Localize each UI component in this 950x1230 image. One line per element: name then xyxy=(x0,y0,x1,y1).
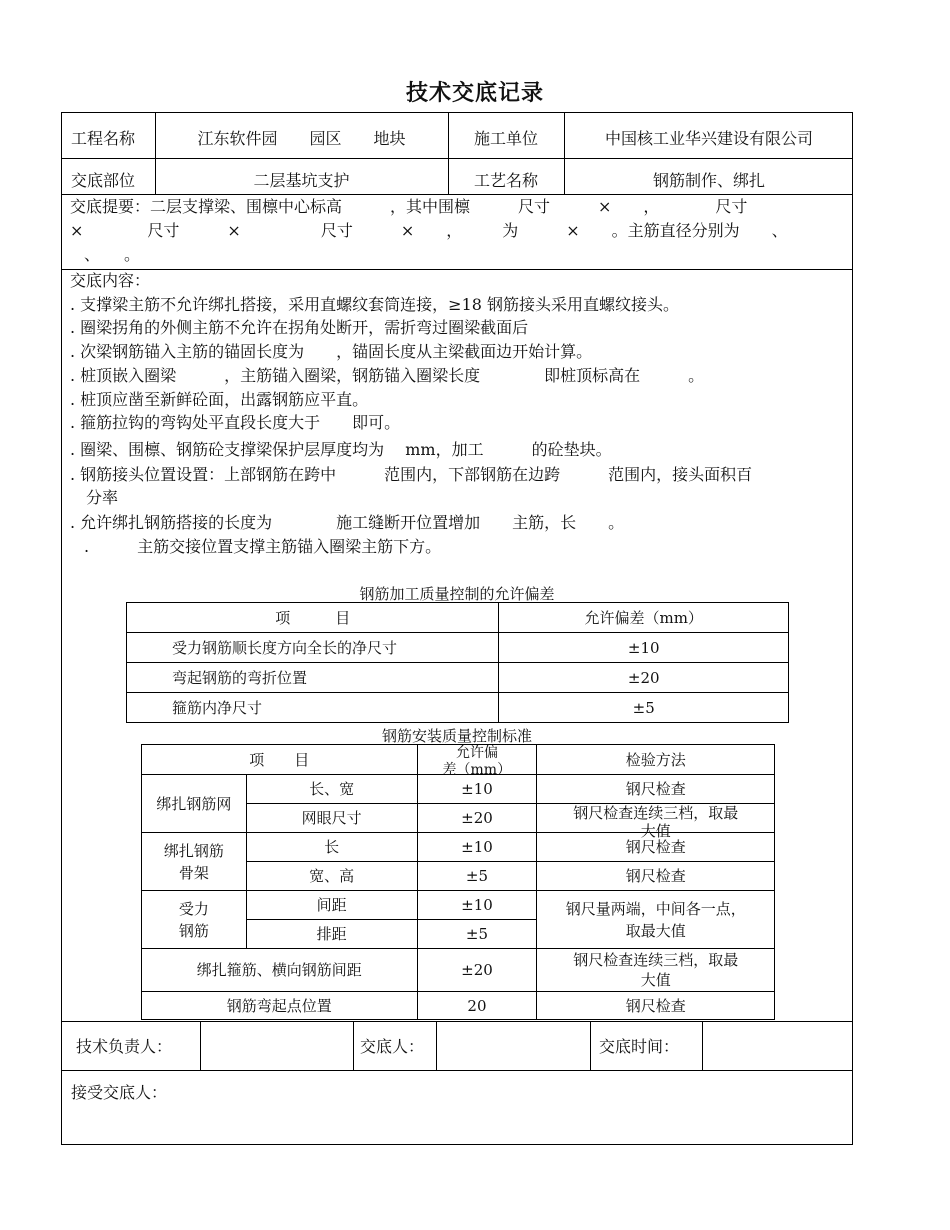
table2-item: 钢筋弯起点位置 xyxy=(142,992,418,1020)
table-row xyxy=(142,775,775,804)
table-row xyxy=(142,992,775,1020)
page-title: 技术交底记录 xyxy=(405,81,544,106)
table1-item: 弯起钢筋的弯折位置 xyxy=(127,663,499,693)
table2-group-frame xyxy=(142,833,247,891)
table2-group-frame-line: 骨架 xyxy=(178,863,209,882)
discloser-label: 交底人： xyxy=(360,1037,425,1056)
table2-caption: 钢筋安装质量控制标准 xyxy=(381,727,532,745)
table2-col-dev xyxy=(417,745,537,778)
table2-sub: 长、宽 xyxy=(246,775,417,804)
process-label: 工艺名称 xyxy=(473,171,538,190)
table2-method-line: 钢尺检查连续三档，取最 xyxy=(573,804,739,822)
table2-group-rebar-line: 钢筋 xyxy=(178,921,209,940)
table2-method-line: 取最大值 xyxy=(625,921,686,940)
table1-item: 箍筋内净尺寸 xyxy=(127,693,499,723)
table2-col-dev-line2: 差（mm） xyxy=(442,762,512,778)
table2-dev: 20 xyxy=(417,992,537,1020)
table2-group-rebar xyxy=(142,891,247,949)
content-item: . 箍筋拉钩的弯钩处平直段长度大于 即可。 xyxy=(70,413,401,432)
tech-lead-label: 技术负责人： xyxy=(76,1037,173,1056)
content-item: . 圈梁、围檩、钢筋砼支撑梁保护层厚度均为 mm，加工 的砼垫块。 xyxy=(70,440,612,459)
table2-dev: ±10 xyxy=(417,775,537,804)
table2-dev: ±10 xyxy=(417,891,537,920)
summary-line: 交底提要：二层支撑梁、围檩中心标高 ，其中围檩 尺寸 × ， 尺寸 xyxy=(70,197,748,216)
table2-method-line: 钢尺量两端，中间各一点， xyxy=(565,899,746,918)
table2-col-method: 检验方法 xyxy=(537,745,775,775)
contractor-value: 中国核工业华兴建设有限公司 xyxy=(604,129,813,148)
disclosure-time-label: 交底时间： xyxy=(599,1037,680,1056)
table2-sub: 网眼尺寸 xyxy=(246,804,417,833)
table2-method: 钢尺检查 xyxy=(537,833,775,862)
part-label: 交底部位 xyxy=(71,171,136,190)
table1-dev: ±20 xyxy=(499,663,789,693)
table2-dev: ±20 xyxy=(417,804,537,833)
table2-sub: 宽、高 xyxy=(246,862,417,891)
table2-method xyxy=(537,949,775,992)
table2-group-frame-line: 绑扎钢筋 xyxy=(163,841,224,860)
project-label: 工程名称 xyxy=(71,129,136,148)
table1-col-item: 项 目 xyxy=(127,603,499,633)
content-item: . 支撑梁主筋不允许绑扎搭接，采用直螺纹套筒连接，≥18 钢筋接头采用直螺纹接头。 xyxy=(70,295,680,314)
content-item: . 主筋交接位置支撑主筋锚入圈梁主筋下方。 xyxy=(84,537,442,556)
project-value: 江东软件园 园区 地块 xyxy=(197,129,406,148)
content-item: . 允许绑扎钢筋搭接的长度为 施工缝断开位置增加 主筋，长 。 xyxy=(70,513,625,532)
part-value: 二层基坑支护 xyxy=(253,171,350,190)
col-divider xyxy=(702,1021,703,1070)
table2-dev: ±5 xyxy=(417,862,537,891)
receiver-label: 接受交底人： xyxy=(71,1083,168,1102)
table2-group-mesh: 绑扎钢筋网 xyxy=(142,775,247,833)
table1-col-dev: 允许偏差（mm） xyxy=(499,603,789,633)
table1-caption: 钢筋加工质量控制的允许偏差 xyxy=(359,585,555,603)
table2-dev: ±5 xyxy=(417,920,537,949)
table2-item: 绑扎箍筋、横向钢筋间距 xyxy=(142,949,418,992)
table2-sub: 长 xyxy=(246,833,417,862)
installation-standard-table xyxy=(141,744,775,1020)
summary-line: 、 。 xyxy=(84,245,141,264)
table2-col-item: 项 目 xyxy=(142,745,418,775)
table1-dev: ±10 xyxy=(499,633,789,663)
col-divider xyxy=(353,1021,354,1070)
table-row xyxy=(127,693,789,723)
table2-method-line: 钢尺检查连续三档，取最 xyxy=(573,951,739,969)
table2-method: 钢尺检查 xyxy=(537,862,775,891)
table2-group-rebar-line: 受力 xyxy=(178,899,209,918)
table2-sub: 间距 xyxy=(246,891,417,920)
table1-dev: ±5 xyxy=(499,693,789,723)
col-divider xyxy=(590,1021,591,1070)
row-divider xyxy=(62,269,852,270)
content-heading: 交底内容： xyxy=(70,271,151,290)
table2-sub: 排距 xyxy=(246,920,417,949)
row-divider xyxy=(62,1021,852,1022)
table1-item: 受力钢筋顺长度方向全长的净尺寸 xyxy=(127,633,499,663)
row-divider xyxy=(62,158,852,159)
content-item: 分率 xyxy=(70,488,119,507)
table2-method: 钢尺检查 xyxy=(537,775,775,804)
table-row xyxy=(142,833,775,862)
processing-tolerance-table xyxy=(126,602,789,723)
content-item: . 桩顶应凿至新鲜砼面，出露钢筋应平直。 xyxy=(70,390,369,409)
content-item: . 次梁钢筋锚入主筋的锚固长度为 ，锚固长度从主梁截面边开始计算。 xyxy=(70,342,593,361)
table2-method-line: 大值 xyxy=(640,822,671,840)
table-row xyxy=(127,633,789,663)
row-divider xyxy=(62,1070,852,1071)
table-row xyxy=(142,949,775,992)
content-item: . 钢筋接头位置设置：上部钢筋在跨中 范围内，下部钢筋在边跨 范围内，接头面积百 xyxy=(70,465,753,484)
summary-line: × 尺寸 × 尺寸 × ， 为 × 。主筋直径分别为 、 xyxy=(70,221,788,240)
content-item: . 圈梁拐角的外侧主筋不允许在拐角处断开，需折弯过圈梁截面后 xyxy=(70,318,529,337)
table2-method-line: 大值 xyxy=(640,971,671,989)
table2-col-dev-line1: 允许偏 xyxy=(455,745,498,761)
table-row xyxy=(127,663,789,693)
col-divider xyxy=(200,1021,201,1070)
process-value: 钢筋制作、绑扎 xyxy=(652,171,765,190)
table2-dev: ±20 xyxy=(417,949,537,992)
table2-method xyxy=(537,891,775,949)
content-item: . 桩顶嵌入圈梁 ，主筋锚入圈梁，钢筋锚入圈梁长度 即桩顶标高在 。 xyxy=(70,366,705,385)
table2-dev: ±10 xyxy=(417,833,537,862)
contractor-label: 施工单位 xyxy=(473,129,538,148)
table2-method: 钢尺检查 xyxy=(537,992,775,1020)
table-row xyxy=(142,891,775,920)
table2-method xyxy=(537,804,775,840)
col-divider xyxy=(436,1021,437,1070)
